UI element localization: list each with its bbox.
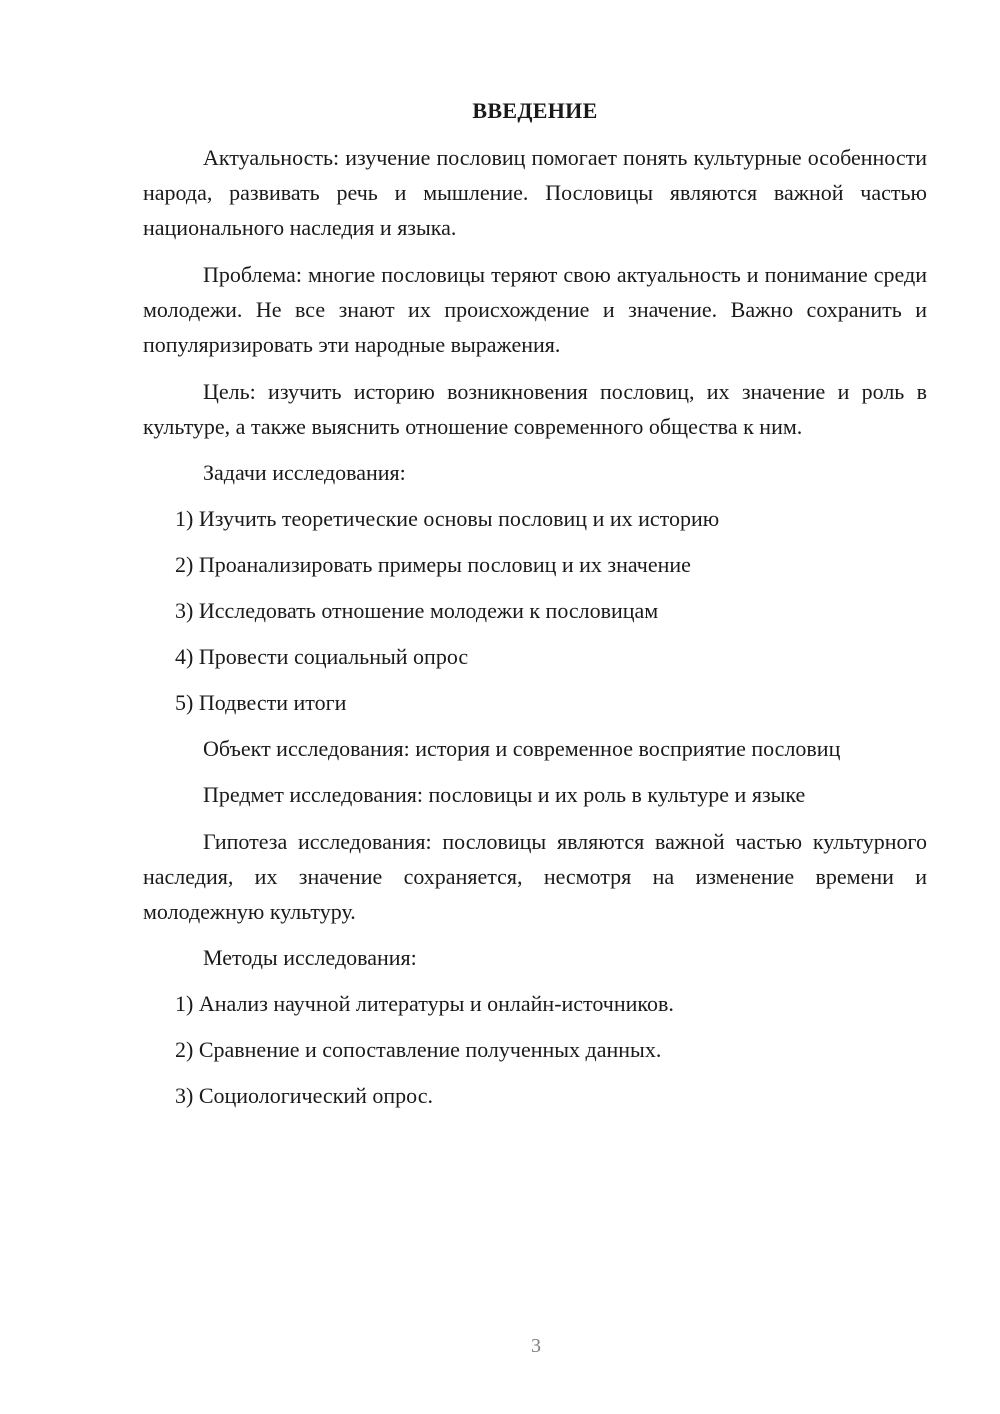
page-title: ВВЕДЕНИЕ bbox=[472, 98, 598, 123]
methods-heading: Методы исследования: bbox=[203, 945, 417, 970]
list-item: 2) Сравнение и сопоставление полученных данных. bbox=[175, 1037, 662, 1062]
list-item: 1) Изучить теоретические основы пословиц и их историю bbox=[175, 506, 720, 531]
tasks-heading: Задачи исследования: bbox=[203, 460, 406, 485]
list-item: 4) Провести социальный опрос bbox=[175, 644, 469, 669]
tasks-list bbox=[143, 502, 927, 720]
list-item: 5) Подвести итоги bbox=[175, 690, 347, 715]
page-number: 3 bbox=[531, 1335, 541, 1357]
relevance-paragraph: Актуальность: изучение пословиц помогает понять культурные особенности народа, развивать речь и мышление. Пословицы являются важной частью национального наследия и языка. bbox=[143, 145, 927, 240]
hypothesis-paragraph: Гипотеза исследования: пословицы являются важной частью культурного наследия, их значение сохраняется, несмотря на изменение времени и молодежную культуру. bbox=[143, 829, 927, 924]
list-item: 2) Проанализировать примеры пословиц и их значение bbox=[175, 552, 691, 577]
page-content bbox=[143, 96, 927, 1125]
methods-list bbox=[143, 987, 927, 1113]
goal-paragraph: Цель: изучить историю возникновения пословиц, их значение и роль в культуре, а также выяснить отношение современного общества к ним. bbox=[143, 379, 927, 439]
object-line: Объект исследования: история и современное восприятие пословиц bbox=[203, 736, 841, 761]
problem-paragraph: Проблема: многие пословицы теряют свою актуальность и понимание среди молодежи. Не все знают их происхождение и значение. Важно сохранить и популяризировать эти народные выражения. bbox=[143, 262, 927, 357]
list-item: 1) Анализ научной литературы и онлайн-источников. bbox=[175, 991, 674, 1016]
subject-line: Предмет исследования: пословицы и их роль в культуре и языке bbox=[203, 782, 806, 807]
list-item: 3) Социологический опрос. bbox=[175, 1083, 433, 1108]
list-item: 3) Исследовать отношение молодежи к пословицам bbox=[175, 598, 659, 623]
